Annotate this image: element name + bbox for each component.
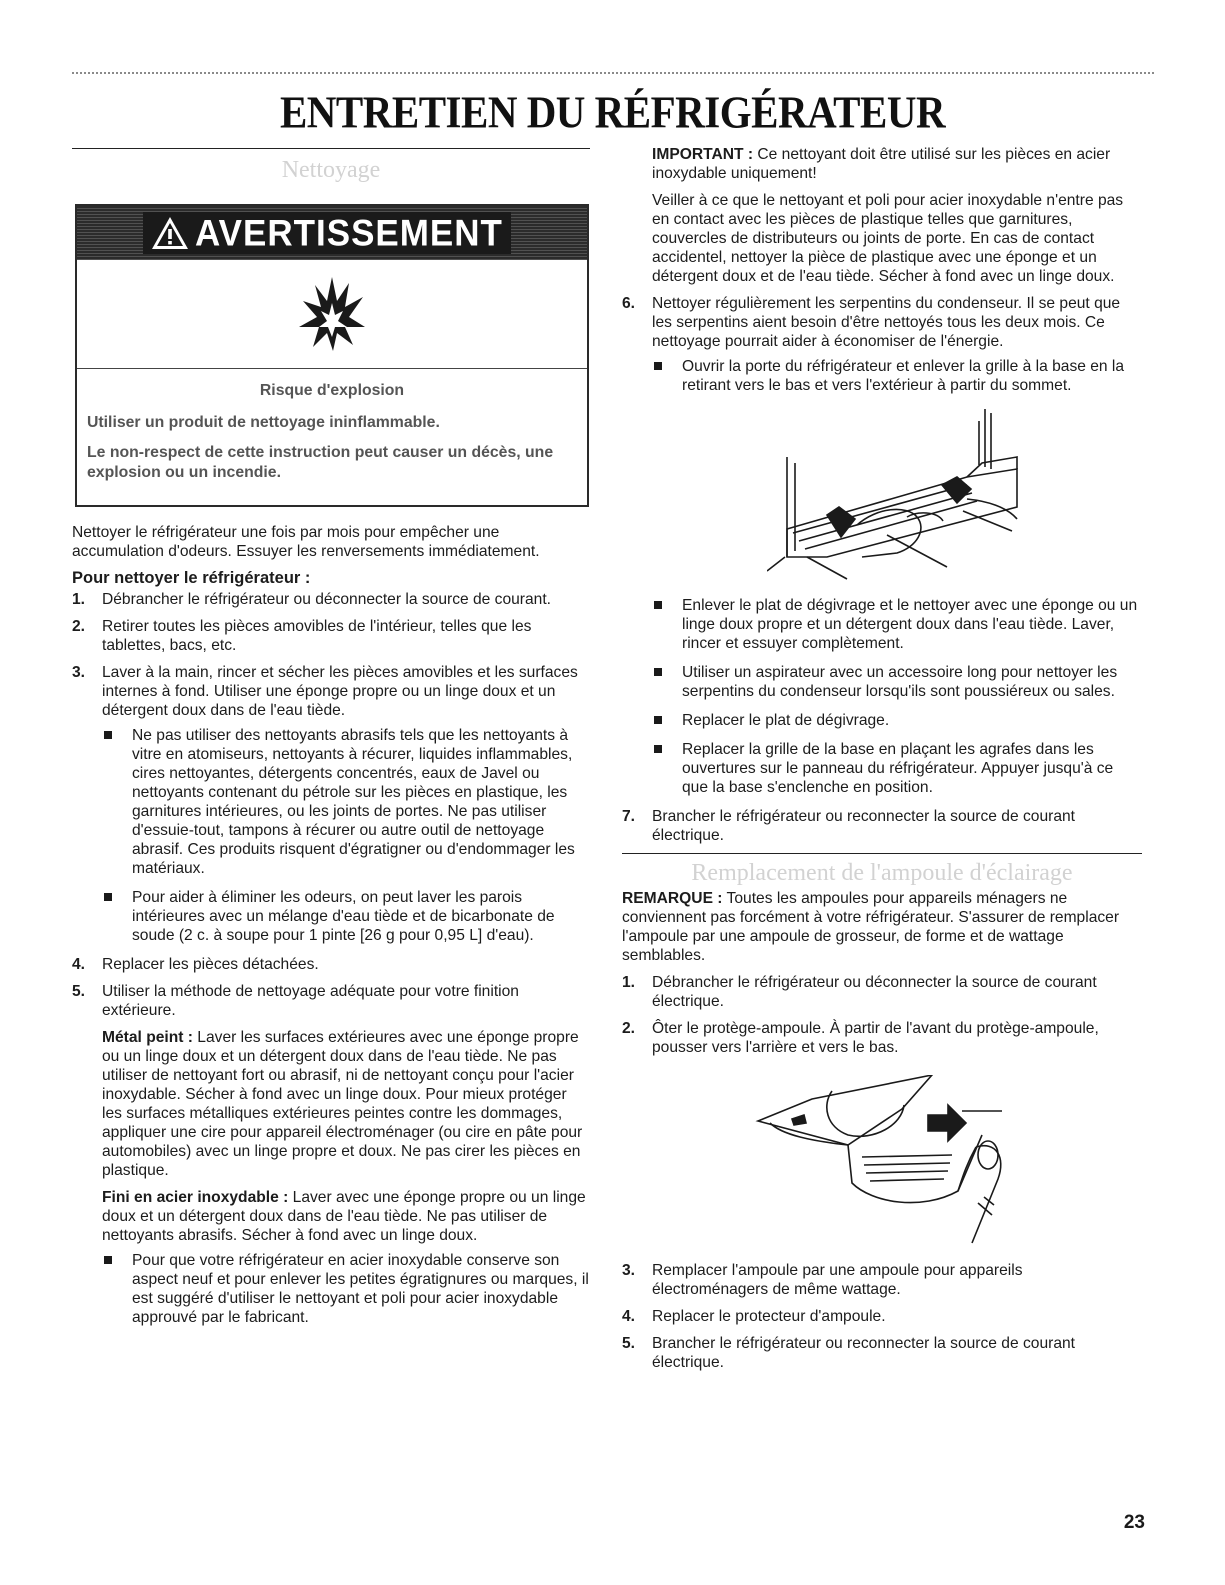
bullet-text: Ouvrir la porte du réfrigérateur et enlever la grille à la base en la retirant vers le bas et vers l'extérieur à partir du sommet. — [682, 358, 1125, 394]
square-bullet-icon — [104, 1256, 112, 1264]
step-number: 4. — [622, 1308, 636, 1325]
bullet-text: Utiliser un aspirateur avec un accessoire long pour nettoyer les serpentins du condenseur lorsqu'ils sont poussiéreux ou sales. — [682, 664, 1118, 700]
right-column — [622, 145, 1142, 1380]
caution-paragraph: Veiller à ce que le nettoyant et poli pour acier inoxydable n'entre pas en contact avec les pièces de plastique telles que garnitures, couvercles de distributeurs ou joints de porte. En cas de contact accidentel, nettoyer la pièce de plastique avec une éponge et un détergent doux et de l'eau tiède. Sécher à fond avec un linge doux. — [652, 192, 1124, 285]
warning-line-2: Le non-respect de cette instruction peut causer un décès, une explosion ou un incendie. — [87, 444, 554, 481]
bullet-text: Pour que votre réfrigérateur en acier inoxydable conserve son aspect neuf et pour enlever les petites égratignures ou marques, il est suggéré d'utiliser le nettoyant et poli pour acier inoxydable approuvé par le fabricant. — [132, 1252, 589, 1326]
step-text: Nettoyer régulièrement les serpentins du condenseur. Il se peut que les serpentins aient besoin d'être nettoyés tous les deux mois. Ce nettoyage pourrait aider à économiser de l'énergie. — [652, 295, 1121, 350]
square-bullet-icon — [654, 716, 662, 724]
bullet-text: Enlever le plat de dégivrage et le nettoyer avec une éponge ou un linge doux propre et un détergent doux dans l'eau tiède. Laver, rincer et essuyer complètement. — [682, 597, 1138, 652]
step-6-bullets-b — [652, 596, 1142, 797]
page-title: ENTRETIEN DU RÉFRIGÉRATEUR — [279, 86, 946, 138]
step-text: Retirer toutes les pièces amovibles de l'intérieur, telles que les tablettes, bacs, etc. — [102, 618, 532, 654]
step-text: Débrancher le réfrigérateur ou déconnecter la source de courant électrique. — [652, 974, 1097, 1010]
step-number: 7. — [622, 808, 636, 825]
painted-metal-paragraph — [102, 1028, 590, 1180]
subhead-clean: Pour nettoyer le réfrigérateur : — [72, 569, 311, 587]
bullet-text: Ne pas utiliser des nettoyants abrasifs tels que les nettoyants à vitre en atomiseurs, nettoyants à récurer, liquides inflammables, cires nettoyantes, détergents concentrés, eaux de Javel ou nettoyants contenant du pétrole sur les pièces en plastique, les garnitures intérieures, ou les joints de portes. Ne pas utiliser d'essuie-tout, tampons à récurer ou autre outil de nettoyage abrasif. Ces produits risquent d'égratigner ou d'endommager les matériaux. — [132, 727, 575, 877]
step-item — [72, 590, 590, 609]
warning-header — [77, 206, 587, 260]
step-text: Replacer les pièces détachées. — [102, 956, 319, 973]
step-number: 4. — [72, 956, 86, 973]
warning-line-1: Utiliser un produit de nettoyage ininflammable. — [87, 414, 440, 431]
step-item — [72, 982, 590, 1327]
bullet-item — [652, 596, 1142, 653]
warning-text — [77, 369, 587, 505]
cleaning-steps — [72, 590, 590, 1327]
square-bullet-icon — [654, 601, 662, 609]
bulb-steps-a — [622, 973, 1142, 1057]
page-number: 23 — [1123, 1512, 1145, 1533]
bullet-item — [652, 357, 1142, 395]
grille-removal-illustration — [767, 407, 1027, 582]
warning-risk: Risque d'explosion — [259, 382, 405, 399]
step-number: 2. — [72, 618, 86, 635]
step-item — [622, 1334, 1142, 1372]
square-bullet-icon — [104, 731, 112, 739]
bullet-item — [652, 740, 1142, 797]
condenser-steps — [622, 294, 1142, 845]
section-rule — [622, 853, 1142, 854]
painted-metal-lead: Métal peint : — [102, 1029, 193, 1046]
step-text: Laver à la main, rincer et sécher les pièces amovibles et les surfaces internes à fond. Utiliser une éponge propre ou un linge doux et un détergent doux dans de l'eau tiède. — [102, 664, 578, 719]
step-item — [72, 955, 590, 974]
step-6-bullets-a — [652, 357, 1142, 395]
square-bullet-icon — [104, 893, 112, 901]
step-item — [622, 807, 1142, 845]
stainless-text: Laver avec une éponge propre ou un linge doux et un détergent doux dans de l'eau tiède. Ne pas utiliser de nettoyants abrasifs. Sécher à fond avec un linge doux. — [102, 1189, 586, 1244]
warning-box — [75, 204, 589, 507]
bullet-text: Replacer la grille de la base en plaçant les agrafes dans les ouvertures sur le panneau du réfrigérateur. Appuyer jusqu'à ce que la base s'enclenche en position. — [682, 741, 1114, 796]
step-item — [72, 617, 590, 655]
remarque-paragraph — [622, 889, 1142, 965]
step-item — [622, 1019, 1142, 1057]
step-number: 6. — [622, 295, 636, 312]
explosion-icon — [297, 275, 367, 353]
stainless-bullets — [102, 1251, 590, 1327]
explosion-pictogram — [77, 260, 587, 369]
step-item — [622, 1307, 1142, 1326]
step-item — [622, 1261, 1142, 1299]
step-text: Replacer le protecteur d'ampoule. — [652, 1308, 886, 1325]
warning-triangle-icon — [151, 216, 189, 250]
step-number: 2. — [622, 1020, 636, 1037]
painted-metal-text: Laver les surfaces extérieures avec une éponge propre ou un linge doux et un détergent doux dans de l'eau tiède. Ne pas utiliser de nettoyant fort ou abrasif, ni de nettoyant conçu pour l'acier inoxydable. Sécher à fond avec un linge doux. Pour mieux protéger les surfaces métalliques extérieures peintes contre les dommages, appliquer une cire pour appareil électroménager (ou cire en pâte pour automobiles) avec un linge propre et doux. Ne pas cirer les pièces en plastique. — [102, 1029, 583, 1179]
step-number: 5. — [622, 1335, 636, 1352]
intro-paragraph: Nettoyer le réfrigérateur une fois par mois pour empêcher une accumulation d'odeurs. Essuyer les renversements immédiatement. — [72, 524, 540, 560]
left-column — [72, 148, 590, 1337]
step-item — [622, 294, 1142, 797]
important-paragraph — [652, 145, 1142, 183]
bullet-item — [102, 1251, 590, 1327]
bulb-steps-b — [622, 1261, 1142, 1372]
step-number: 5. — [72, 983, 86, 1000]
step-number: 3. — [72, 664, 86, 681]
step-item — [72, 663, 590, 945]
bulb-cover-illustration — [622, 1075, 1142, 1245]
step-text: Débrancher le réfrigérateur ou déconnecter la source de courant. — [102, 591, 552, 608]
section-heading-nettoyage: Nettoyage — [281, 157, 381, 183]
bullet-item — [102, 888, 590, 945]
important-lead: IMPORTANT : — [652, 146, 754, 163]
step-text: Utiliser la méthode de nettoyage adéquate pour votre finition extérieure. — [102, 983, 519, 1019]
bullet-item — [652, 711, 1142, 730]
top-dotted-rule — [72, 72, 1154, 74]
step-item — [622, 973, 1142, 1011]
remarque-lead: REMARQUE : — [622, 890, 723, 907]
step-number: 1. — [622, 974, 636, 991]
stainless-lead: Fini en acier inoxydable : — [102, 1189, 289, 1206]
important-text: Ce nettoyant doit être utilisé sur les pièces en acier inoxydable uniquement! — [652, 146, 1111, 182]
step-text: Ôter le protège-ampoule. À partir de l'avant du protège-ampoule, pousser vers l'arrière et vers le bas. — [652, 1020, 1099, 1056]
warning-banner — [143, 212, 511, 254]
square-bullet-icon — [654, 745, 662, 753]
step-text: Brancher le réfrigérateur ou reconnecter la source de courant électrique. — [652, 808, 1075, 844]
bullet-item — [652, 663, 1142, 701]
step-text: Brancher le réfrigérateur ou reconnecter la source de courant électrique. — [652, 1335, 1075, 1371]
signal-word: AVERTISSEMENT — [195, 212, 503, 254]
bulb-cover-removal-illustration — [752, 1075, 1012, 1245]
stainless-paragraph — [102, 1188, 590, 1245]
remarque-text: Toutes les ampoules pour appareils ménagers ne conviennent pas forcément à votre réfrigérateur. S'assurer de remplacer l'ampoule par une ampoule de grosseur, de forme et de wattage semblables. — [622, 890, 1120, 964]
section-heading-bulb: Remplacement de l'ampoule d'éclairage — [691, 860, 1073, 886]
step-number: 3. — [622, 1262, 636, 1279]
bullet-text: Replacer le plat de dégivrage. — [682, 712, 890, 729]
square-bullet-icon — [654, 668, 662, 676]
bullet-item — [102, 726, 590, 878]
base-grille-illustration — [652, 407, 1142, 582]
step-number: 1. — [72, 591, 86, 608]
bullet-text: Pour aider à éliminer les odeurs, on peut laver les parois intérieures avec un mélange d'eau tiède et de bicarbonate de soude (2 c. à soupe pour 1 pinte [26 g pour 0,95 L] d'eau). — [132, 889, 555, 944]
step-3-bullets — [102, 726, 590, 945]
square-bullet-icon — [654, 362, 662, 370]
section-rule — [72, 148, 590, 149]
step-text: Remplacer l'ampoule par une ampoule pour appareils électroménagers de même wattage. — [652, 1262, 1023, 1298]
